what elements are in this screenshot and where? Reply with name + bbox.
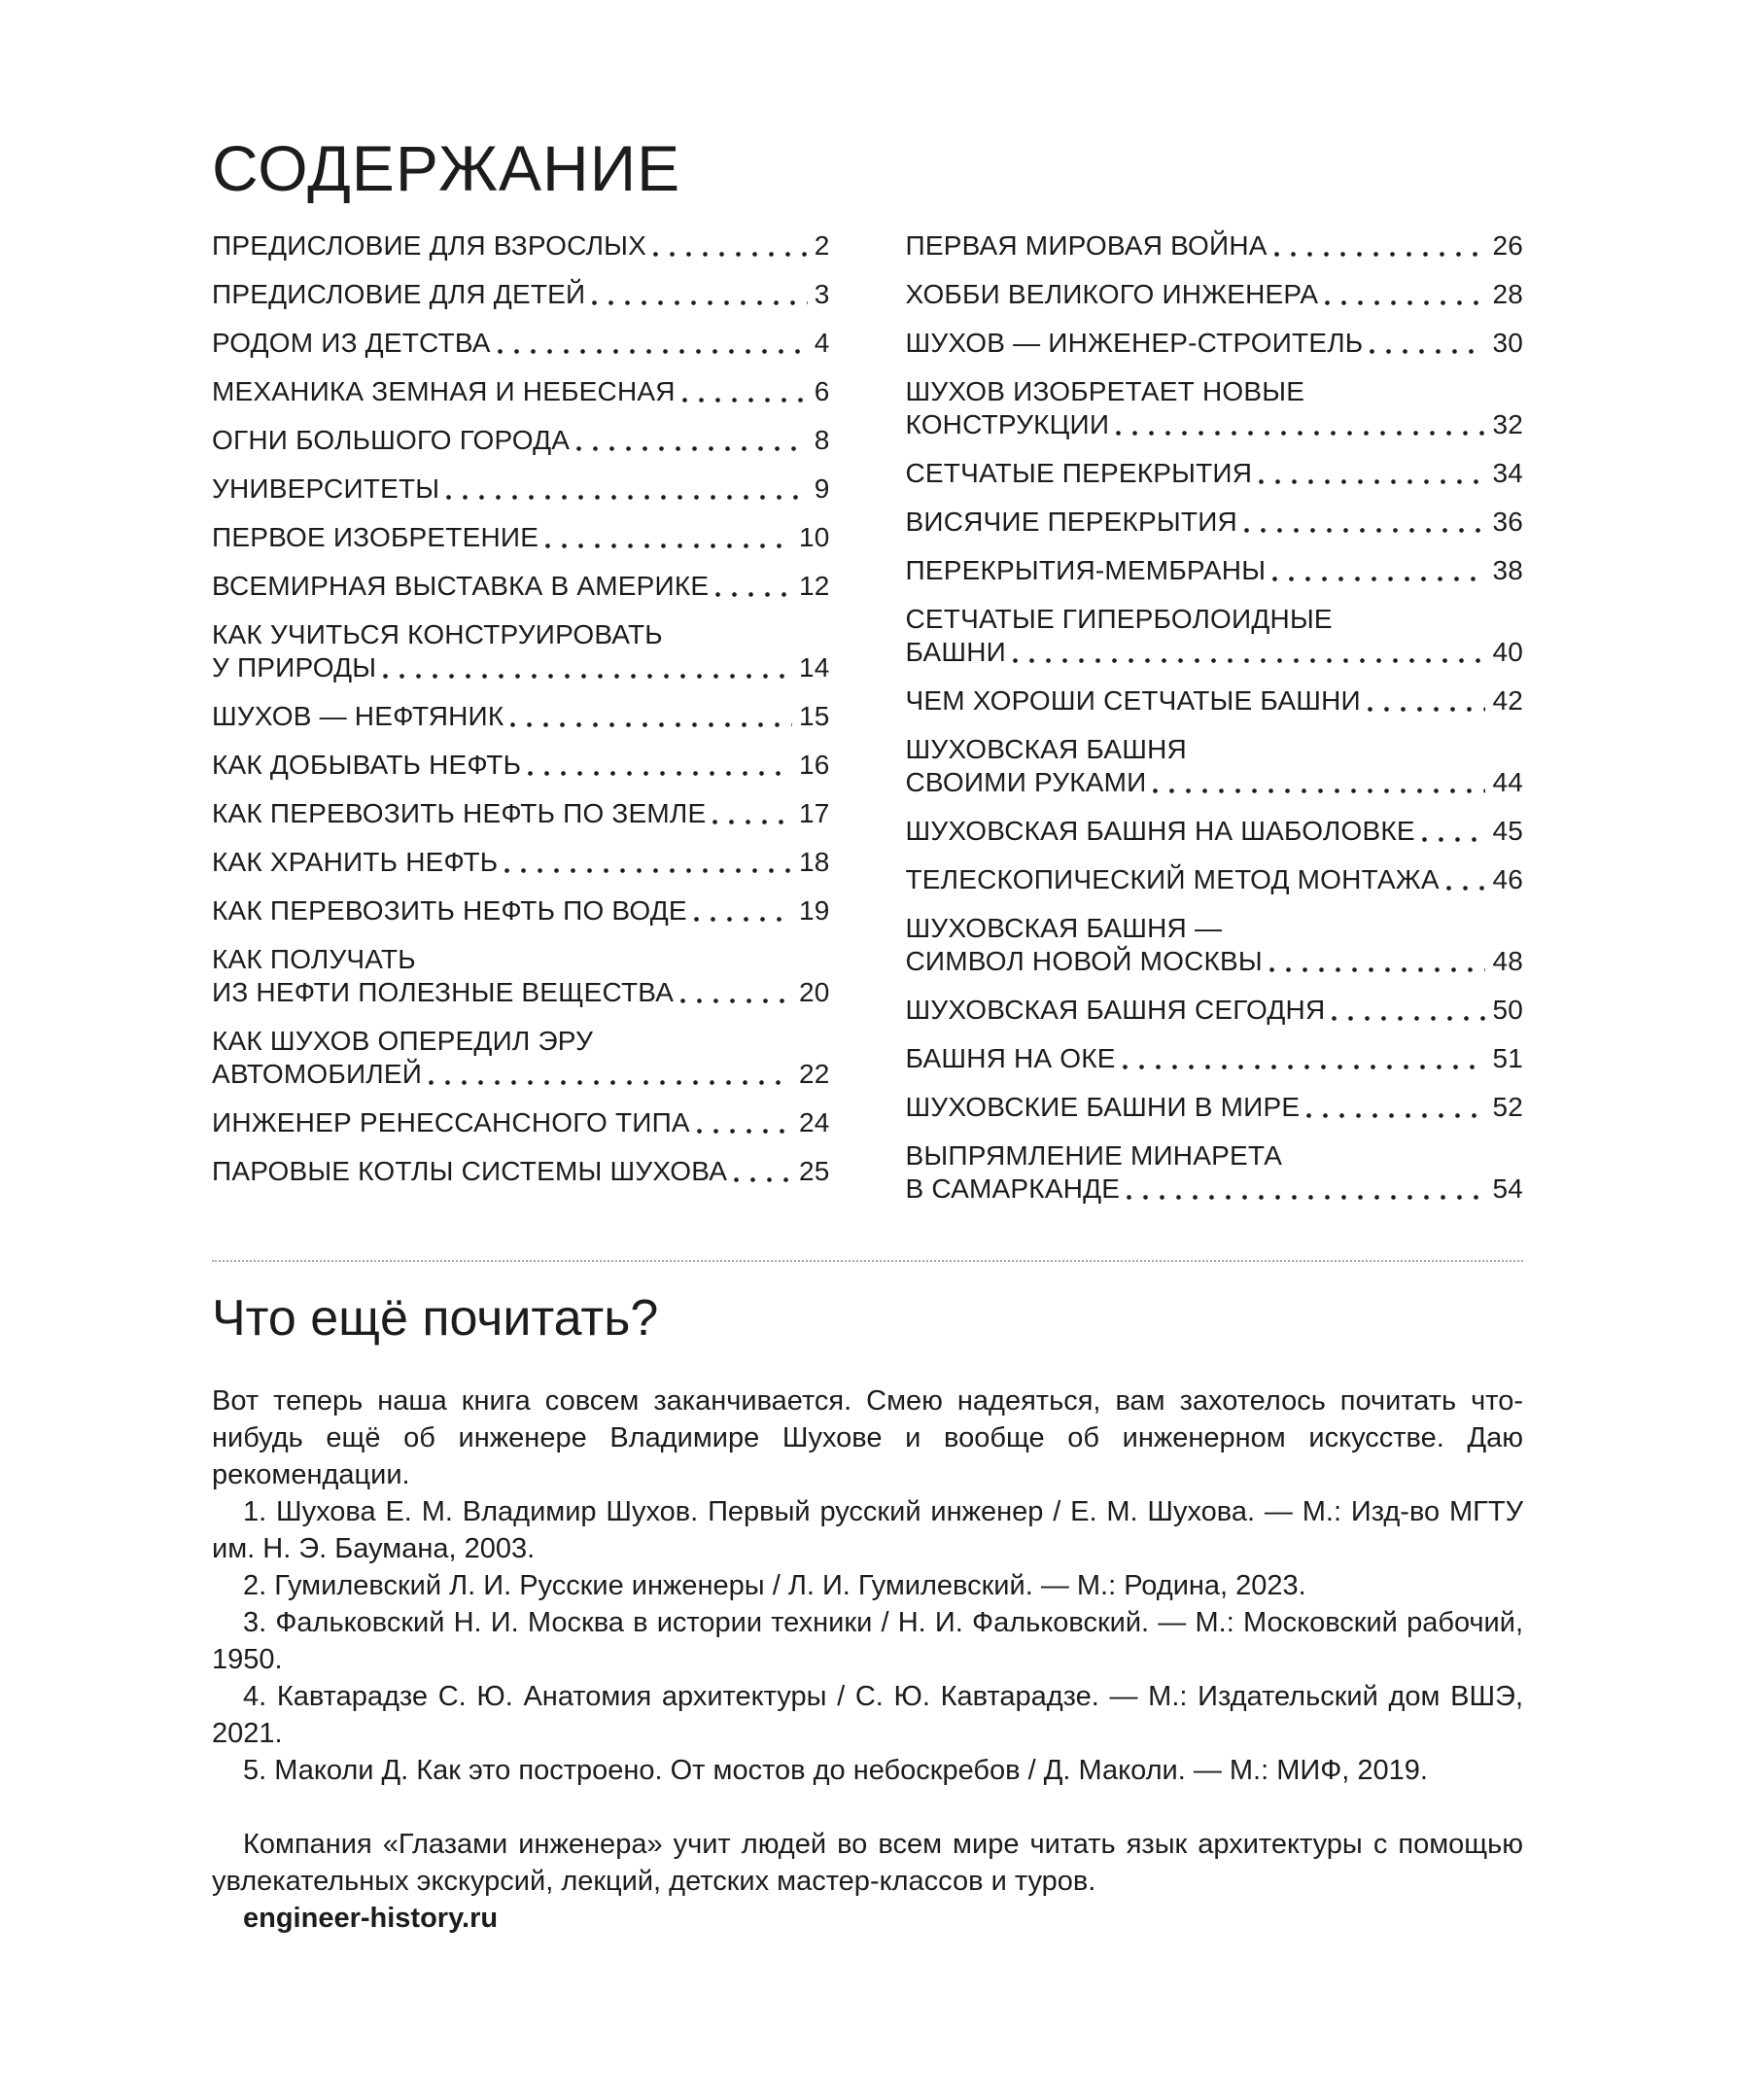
dot-leader: [690, 1106, 799, 1139]
toc-entry: [212, 375, 830, 408]
toc-entry-label: СИМВОЛ НОВОЙ МОСКВЫ: [905, 946, 1263, 976]
page-number: 34: [1492, 458, 1523, 488]
toc-entry: [906, 1139, 1524, 1206]
toc-entry-label: ШУХОВ — ИНЖЕНЕР-СТРОИТЕЛЬ: [905, 328, 1364, 358]
toc-entry: [212, 570, 830, 603]
page-number: 36: [1492, 507, 1523, 537]
page-number: 17: [798, 798, 830, 828]
dot-leader: [1268, 229, 1493, 262]
page-number: 48: [1492, 946, 1523, 976]
dot-leader: [1120, 1172, 1492, 1206]
book-list-item: 5. Маколи Д. Как это построено. От мостов до небоскребов / Д. Маколи. — М.: МИФ, 2019.: [243, 1755, 1428, 1786]
page-number: 54: [1492, 1173, 1523, 1204]
page-number: 4: [814, 328, 830, 358]
toc-entry: [212, 1155, 830, 1188]
toc-entry-label: ШУХОВСКАЯ БАШНЯ СЕГОДНЯ: [905, 995, 1326, 1025]
toc-entry: [212, 618, 830, 684]
toc-entry-label: ИНЖЕНЕР РЕНЕССАНСНОГО ТИПА: [212, 1107, 690, 1138]
dot-leader: [521, 749, 799, 782]
toc-entry-label: КОНСТРУКЦИИ: [905, 409, 1110, 439]
toc-entry: [212, 1106, 830, 1139]
dot-leader: [504, 700, 799, 733]
page-number: 16: [798, 750, 830, 780]
dot-leader: [1415, 815, 1493, 848]
toc-entry-label: ВСЕМИРНАЯ ВЫСТАВКА В АМЕРИКЕ: [212, 571, 710, 601]
read-more-heading: Что ещё почитать?: [212, 1290, 659, 1347]
outro-paragraph: Компания «Глазами инженера» учит людей во всем мире читать язык архитектуры с помощью увлекательных экскурсий, лекций, детских мастер-классов и туров.: [212, 1829, 1523, 1897]
page-number: 25: [798, 1156, 830, 1186]
toc-entry: [906, 278, 1524, 311]
page-number: 10: [798, 522, 830, 552]
toc-entry-label: ПЕРЕКРЫТИЯ-МЕМБРАНЫ: [905, 555, 1267, 585]
toc-entry-label: ПЕРВАЯ МИРОВАЯ ВОЙНА: [905, 230, 1268, 261]
toc-entry-label: В САМАРКАНДЕ: [905, 1173, 1121, 1204]
page-number: 22: [798, 1059, 830, 1089]
toc-entry: [906, 863, 1524, 896]
toc-entry: [212, 278, 830, 311]
dot-leader: [706, 797, 799, 830]
page-number: 52: [1492, 1092, 1523, 1122]
dot-leader: [1361, 684, 1493, 718]
page-number: 28: [1492, 279, 1523, 309]
book-list-item: 1. Шухова Е. М. Владимир Шухов. Первый русский инженер / Е. М. Шухова. — М.: Изд-во МГТУ им. Н. Э. Баумана, 2003.: [212, 1496, 1523, 1564]
toc-entry: [906, 554, 1524, 587]
toc-entry: [212, 424, 830, 457]
toc-entry-label: БАШНЯ НА ОКЕ: [905, 1043, 1116, 1073]
dot-leader: [1263, 945, 1493, 978]
dot-leader: [1006, 636, 1493, 669]
page-number: 3: [814, 279, 830, 309]
dot-leader: [1440, 863, 1493, 896]
toc-entry: [906, 1042, 1524, 1075]
toc-entry: [212, 229, 830, 262]
intro-paragraph: Вот теперь наша книга совсем заканчивается. Смею надеяться, вам захотелось почитать что-нибудь ещё об инженере Владимире Шухове и вообще об инженерном искусстве. Даю рекомендации.: [212, 1385, 1523, 1490]
page-number: 30: [1492, 328, 1523, 358]
dot-leader: [1325, 994, 1492, 1027]
toc-entry: [906, 815, 1524, 848]
page-number: 6: [814, 376, 830, 406]
page-number: 12: [798, 571, 830, 601]
toc-entry-label: ШУХОВ — НЕФТЯНИК: [212, 701, 504, 731]
toc-entry: [212, 894, 830, 928]
toc-entry: [212, 472, 830, 506]
dot-leader: [538, 521, 799, 554]
toc-entry-label: ВЫПРЯМЛЕНИЕ МИНАРЕТА: [905, 1140, 1283, 1171]
toc-entry-label: КАК УЧИТЬСЯ КОНСТРУИРОВАТЬ: [212, 619, 663, 649]
page-number: 9: [814, 473, 830, 504]
toc-entry-label: УНИВЕРСИТЕТЫ: [212, 473, 440, 504]
toc-entry: [212, 749, 830, 782]
page-number: 46: [1492, 864, 1523, 894]
toc-entry-label: КАК ПЕРЕВОЗИТЬ НЕФТЬ ПО ВОДЕ: [212, 895, 687, 926]
toc-entry-label: ЧЕМ ХОРОШИ СЕТЧАТЫЕ БАШНИ: [905, 685, 1361, 716]
website-text: engineer-history.ru: [243, 1903, 499, 1934]
toc-entry: [212, 846, 830, 879]
dot-leader: [709, 570, 799, 603]
dot-leader: [646, 229, 815, 262]
page-number: 42: [1492, 685, 1523, 716]
toc-entry-label: РОДОМ ИЗ ДЕТСТВА: [212, 328, 491, 358]
dot-leader: [687, 894, 799, 928]
page-title: СОДЕРЖАНИЕ: [212, 132, 681, 204]
toc-entry: [906, 684, 1524, 718]
toc-entry-label: КАК ПЕРЕВОЗИТЬ НЕФТЬ ПО ЗЕМЛЕ: [212, 798, 707, 828]
dot-leader: [1109, 408, 1492, 441]
toc-entry-label: БАШНИ: [905, 637, 1006, 667]
page-number: 32: [1492, 409, 1523, 439]
toc-entry: [212, 797, 830, 830]
page-number: 20: [798, 977, 830, 1007]
dot-leader: [1266, 554, 1492, 587]
section-divider: [212, 1260, 1523, 1262]
toc-entry-label: СЕТЧАТЫЕ ГИПЕРБОЛОИДНЫЕ: [905, 604, 1333, 634]
toc-entry-label: ПАРОВЫЕ КОТЛЫ СИСТЕМЫ ШУХОВА: [212, 1156, 728, 1186]
toc-entry-label: КАК ПОЛУЧАТЬ: [212, 944, 416, 974]
toc-entry-label: ОГНИ БОЛЬШОГО ГОРОДА: [212, 425, 571, 455]
dot-leader: [1300, 1091, 1492, 1124]
page-number: 38: [1492, 555, 1523, 585]
toc-entry-label: ВИСЯЧИЕ ПЕРЕКРЫТИЯ: [905, 507, 1237, 537]
toc-entry: [212, 943, 830, 1009]
book-list-item: 4. Кавтарадзе С. Ю. Анатомия архитектуры / С. Ю. Кавтарадзе. — М.: Издательский дом ВШЭ, 2021.: [212, 1681, 1523, 1749]
toc-entry-label: ШУХОВСКАЯ БАШНЯ НА ШАБОЛОВКЕ: [905, 816, 1415, 846]
dot-leader: [585, 278, 814, 311]
page-number: 26: [1492, 230, 1523, 261]
toc-entry: [906, 457, 1524, 490]
toc-entry: [906, 229, 1524, 262]
dot-leader: [498, 846, 799, 879]
page-number: 15: [798, 701, 830, 731]
read-more-section: [212, 1382, 1523, 1937]
page-number: 45: [1492, 816, 1523, 846]
dot-leader: [1363, 327, 1492, 360]
toc-entry-label: ШУХОВСКАЯ БАШНЯ: [905, 734, 1187, 764]
dot-leader: [1116, 1042, 1493, 1075]
toc-entry: [906, 1091, 1524, 1124]
page-number: 8: [814, 425, 830, 455]
dot-leader: [491, 327, 815, 360]
dot-leader: [439, 472, 814, 506]
toc-entry: [212, 1025, 830, 1091]
toc-entry: [906, 375, 1524, 441]
toc-entry-label: ПРЕДИСЛОВИЕ ДЛЯ ВЗРОСЛЫХ: [212, 230, 647, 261]
toc-column-right: [906, 229, 1524, 1221]
toc-entry-label: ШУХОВСКИЕ БАШНИ В МИРЕ: [905, 1092, 1301, 1122]
toc-entry-label: СЕТЧАТЫЕ ПЕРЕКРЫТИЯ: [905, 458, 1253, 488]
dot-leader: [376, 651, 799, 684]
dot-leader: [422, 1058, 799, 1091]
page-number: 40: [1492, 637, 1523, 667]
page-number: 44: [1492, 767, 1523, 797]
toc-entry: [906, 733, 1524, 799]
table-of-contents: [212, 229, 1523, 1221]
toc-entry-label: КАК ДОБЫВАТЬ НЕФТЬ: [212, 750, 522, 780]
page-number: 2: [814, 230, 830, 261]
page-number: 14: [798, 652, 830, 682]
toc-entry-label: МЕХАНИКА ЗЕМНАЯ И НЕБЕСНАЯ: [212, 376, 676, 406]
toc-column-left: [212, 229, 830, 1221]
toc-entry-label: У ПРИРОДЫ: [212, 652, 377, 682]
dot-leader: [570, 424, 815, 457]
toc-entry-label: КАК ХРАНИТЬ НЕФТЬ: [212, 847, 499, 877]
toc-entry-label: ТЕЛЕСКОПИЧЕСКИЙ МЕТОД МОНТАЖА: [905, 864, 1440, 894]
toc-entry: [906, 603, 1524, 669]
toc-entry: [906, 912, 1524, 978]
book-list-item: 2. Гумилевский Л. И. Русские инженеры / Л. И. Гумилевский. — М.: Родина, 2023.: [243, 1570, 1306, 1601]
toc-entry-label: ПРЕДИСЛОВИЕ ДЛЯ ДЕТЕЙ: [212, 279, 586, 309]
toc-entry-label: ПЕРВОЕ ИЗОБРЕТЕНИЕ: [212, 522, 539, 552]
toc-entry-label: ШУХОВ ИЗОБРЕТАЕТ НОВЫЕ: [905, 376, 1305, 406]
dot-leader: [674, 976, 799, 1009]
dot-leader: [1318, 278, 1492, 311]
page-number: 24: [798, 1107, 830, 1138]
toc-entry: [212, 521, 830, 554]
toc-entry-label: СВОИМИ РУКАМИ: [905, 767, 1147, 797]
page-number: 50: [1492, 995, 1523, 1025]
toc-entry-label: ИЗ НЕФТИ ПОЛЕЗНЫЕ ВЕЩЕСТВА: [212, 977, 675, 1007]
toc-entry-label: ШУХОВСКАЯ БАШНЯ —: [905, 913, 1223, 943]
page-number: 19: [798, 895, 830, 926]
dot-leader: [1237, 506, 1492, 539]
toc-entry-label: ХОББИ ВЕЛИКОГО ИНЖЕНЕРА: [905, 279, 1319, 309]
book-list: [212, 1493, 1523, 1789]
toc-entry: [212, 327, 830, 360]
page-number: 51: [1492, 1043, 1523, 1073]
toc-entry: [906, 506, 1524, 539]
book-list-item: 3. Фальковский Н. И. Москва в истории техники / Н. И. Фальковский. — М.: Московский рабочий, 1950.: [212, 1607, 1523, 1675]
toc-entry-label: АВТОМОБИЛЕЙ: [212, 1059, 423, 1089]
dot-leader: [1146, 766, 1492, 799]
dot-leader: [1252, 457, 1492, 490]
toc-entry-label: КАК ШУХОВ ОПЕРЕДИЛ ЭРУ: [212, 1026, 594, 1056]
toc-entry: [906, 327, 1524, 360]
dot-leader: [676, 375, 815, 408]
page-number: 18: [798, 847, 830, 877]
toc-entry: [212, 700, 830, 733]
dot-leader: [727, 1155, 799, 1188]
toc-entry: [906, 994, 1524, 1027]
